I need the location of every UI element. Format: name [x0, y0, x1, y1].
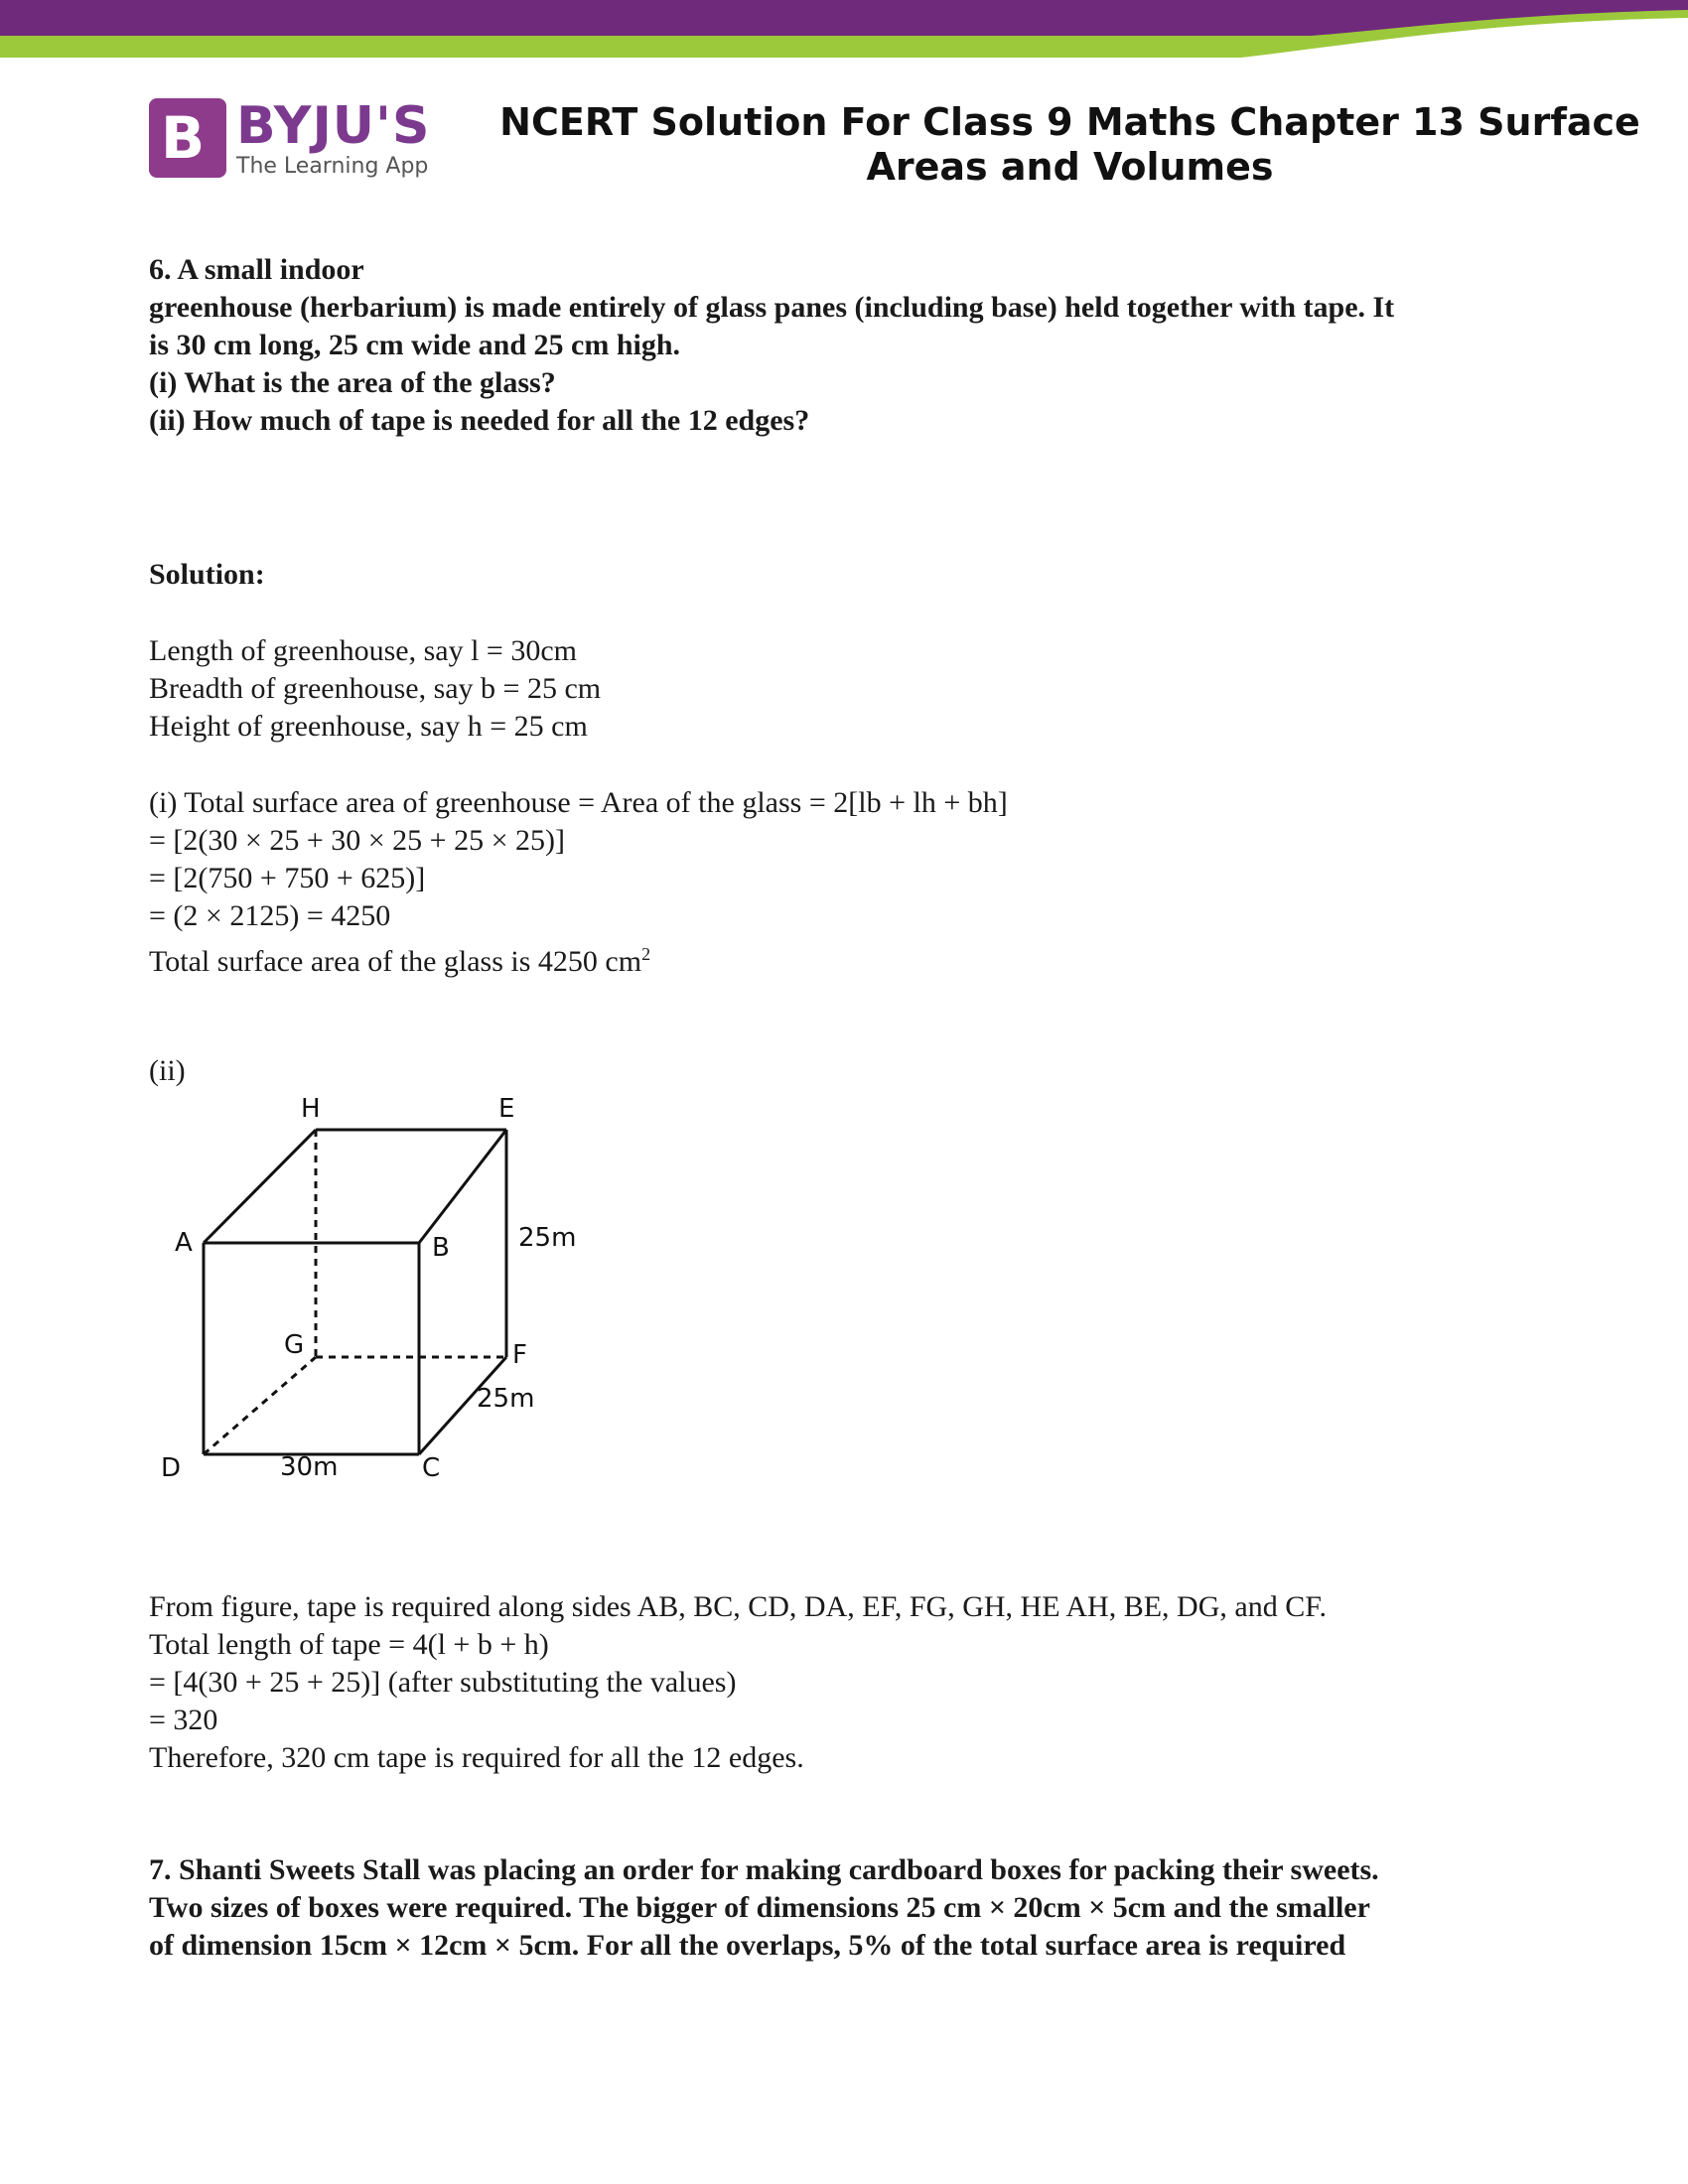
edge-ah — [204, 1130, 316, 1243]
logo-tagline: The Learning App — [236, 154, 429, 179]
part-1-result-text: Total surface area of the glass is 4250 cm — [149, 945, 642, 978]
question-6 — [149, 251, 1579, 440]
part-1-result — [149, 935, 1579, 981]
q7-line: 7. Shanti Sweets Stall was placing an order for making cardboard boxes for packing their sweets. — [149, 1853, 1379, 1886]
question-7 — [149, 1851, 1579, 1965]
label-d: D — [161, 1453, 182, 1483]
page-header — [149, 94, 1658, 204]
label-length: 30m — [280, 1452, 339, 1482]
part-1-line: (i) Total surface area of greenhouse = Area of the glass = 2[lb + lh + bh] — [149, 786, 1008, 819]
part-2-label: (ii) — [149, 1054, 186, 1087]
part-1-line: = (2 × 2125) = 4250 — [149, 899, 391, 932]
part-1-block — [149, 784, 1579, 981]
title-line-1: NCERT Solution For Class 9 Maths Chapter 13 Surface — [499, 100, 1640, 144]
label-f: F — [512, 1340, 527, 1370]
label-depth: 25m — [477, 1384, 535, 1414]
label-h: H — [301, 1094, 321, 1124]
solution-heading: Solution: — [149, 558, 265, 591]
part-2-block — [149, 1588, 1579, 1777]
q6-line: 6. A small indoor — [149, 253, 364, 286]
part-1-line: = [2(750 + 750 + 625)] — [149, 862, 426, 894]
part-2-line: Total length of tape = 4(l + b + h) — [149, 1628, 549, 1661]
top-color-band — [0, 0, 1688, 62]
q6-line: greenhouse (herbarium) is made entirely of glass panes (including base) held together with tape. It — [149, 291, 1395, 324]
document-title — [482, 100, 1658, 190]
label-a: A — [175, 1228, 193, 1258]
title-line-2: Areas and Volumes — [866, 145, 1274, 189]
part-2-line: = 320 — [149, 1704, 218, 1736]
q6-line: is 30 cm long, 25 cm wide and 25 cm high. — [149, 329, 681, 361]
logo-glyph: B — [161, 104, 206, 172]
q6-line: (ii) How much of tape is needed for all the 12 edges? — [149, 404, 810, 437]
byjus-logo — [149, 98, 447, 188]
unit-superscript: 2 — [641, 944, 651, 964]
dimension-line: Height of greenhouse, say h = 25 cm — [149, 710, 588, 743]
dimensions-block — [149, 632, 1579, 746]
label-height: 25m — [518, 1223, 577, 1253]
edge-dg-hidden — [204, 1357, 316, 1454]
part-1-line: = [2(30 × 25 + 30 × 25 + 25 × 25)] — [149, 824, 565, 857]
cuboid-figure — [149, 1087, 606, 1494]
label-g: G — [284, 1330, 305, 1360]
logo-brand: BYJU'S — [236, 96, 431, 156]
q7-line: Two sizes of boxes were required. The bigger of dimensions 25 cm × 20cm × 5cm and the smaller — [149, 1891, 1370, 1924]
part-2-line: Therefore, 320 cm tape is required for all the 12 edges. — [149, 1741, 804, 1774]
edge-be — [419, 1130, 506, 1243]
q6-line: (i) What is the area of the glass? — [149, 366, 556, 399]
label-e: E — [498, 1094, 515, 1124]
dimension-line: Breadth of greenhouse, say b = 25 cm — [149, 672, 602, 705]
dimension-line: Length of greenhouse, say l = 30cm — [149, 634, 577, 667]
part-2-line: = [4(30 + 25 + 25)] (after substituting the values) — [149, 1666, 737, 1699]
part-2-line: From figure, tape is required along sides AB, BC, CD, DA, EF, FG, GH, HE AH, BE, DG, and CF. — [149, 1590, 1327, 1623]
label-b: B — [432, 1233, 450, 1263]
cuboid-diagram — [149, 1087, 606, 1494]
logo-mark — [149, 98, 226, 178]
q7-line: of dimension 15cm × 12cm × 5cm. For all the overlaps, 5% of the total surface area is required — [149, 1929, 1346, 1962]
label-c: C — [422, 1453, 441, 1483]
